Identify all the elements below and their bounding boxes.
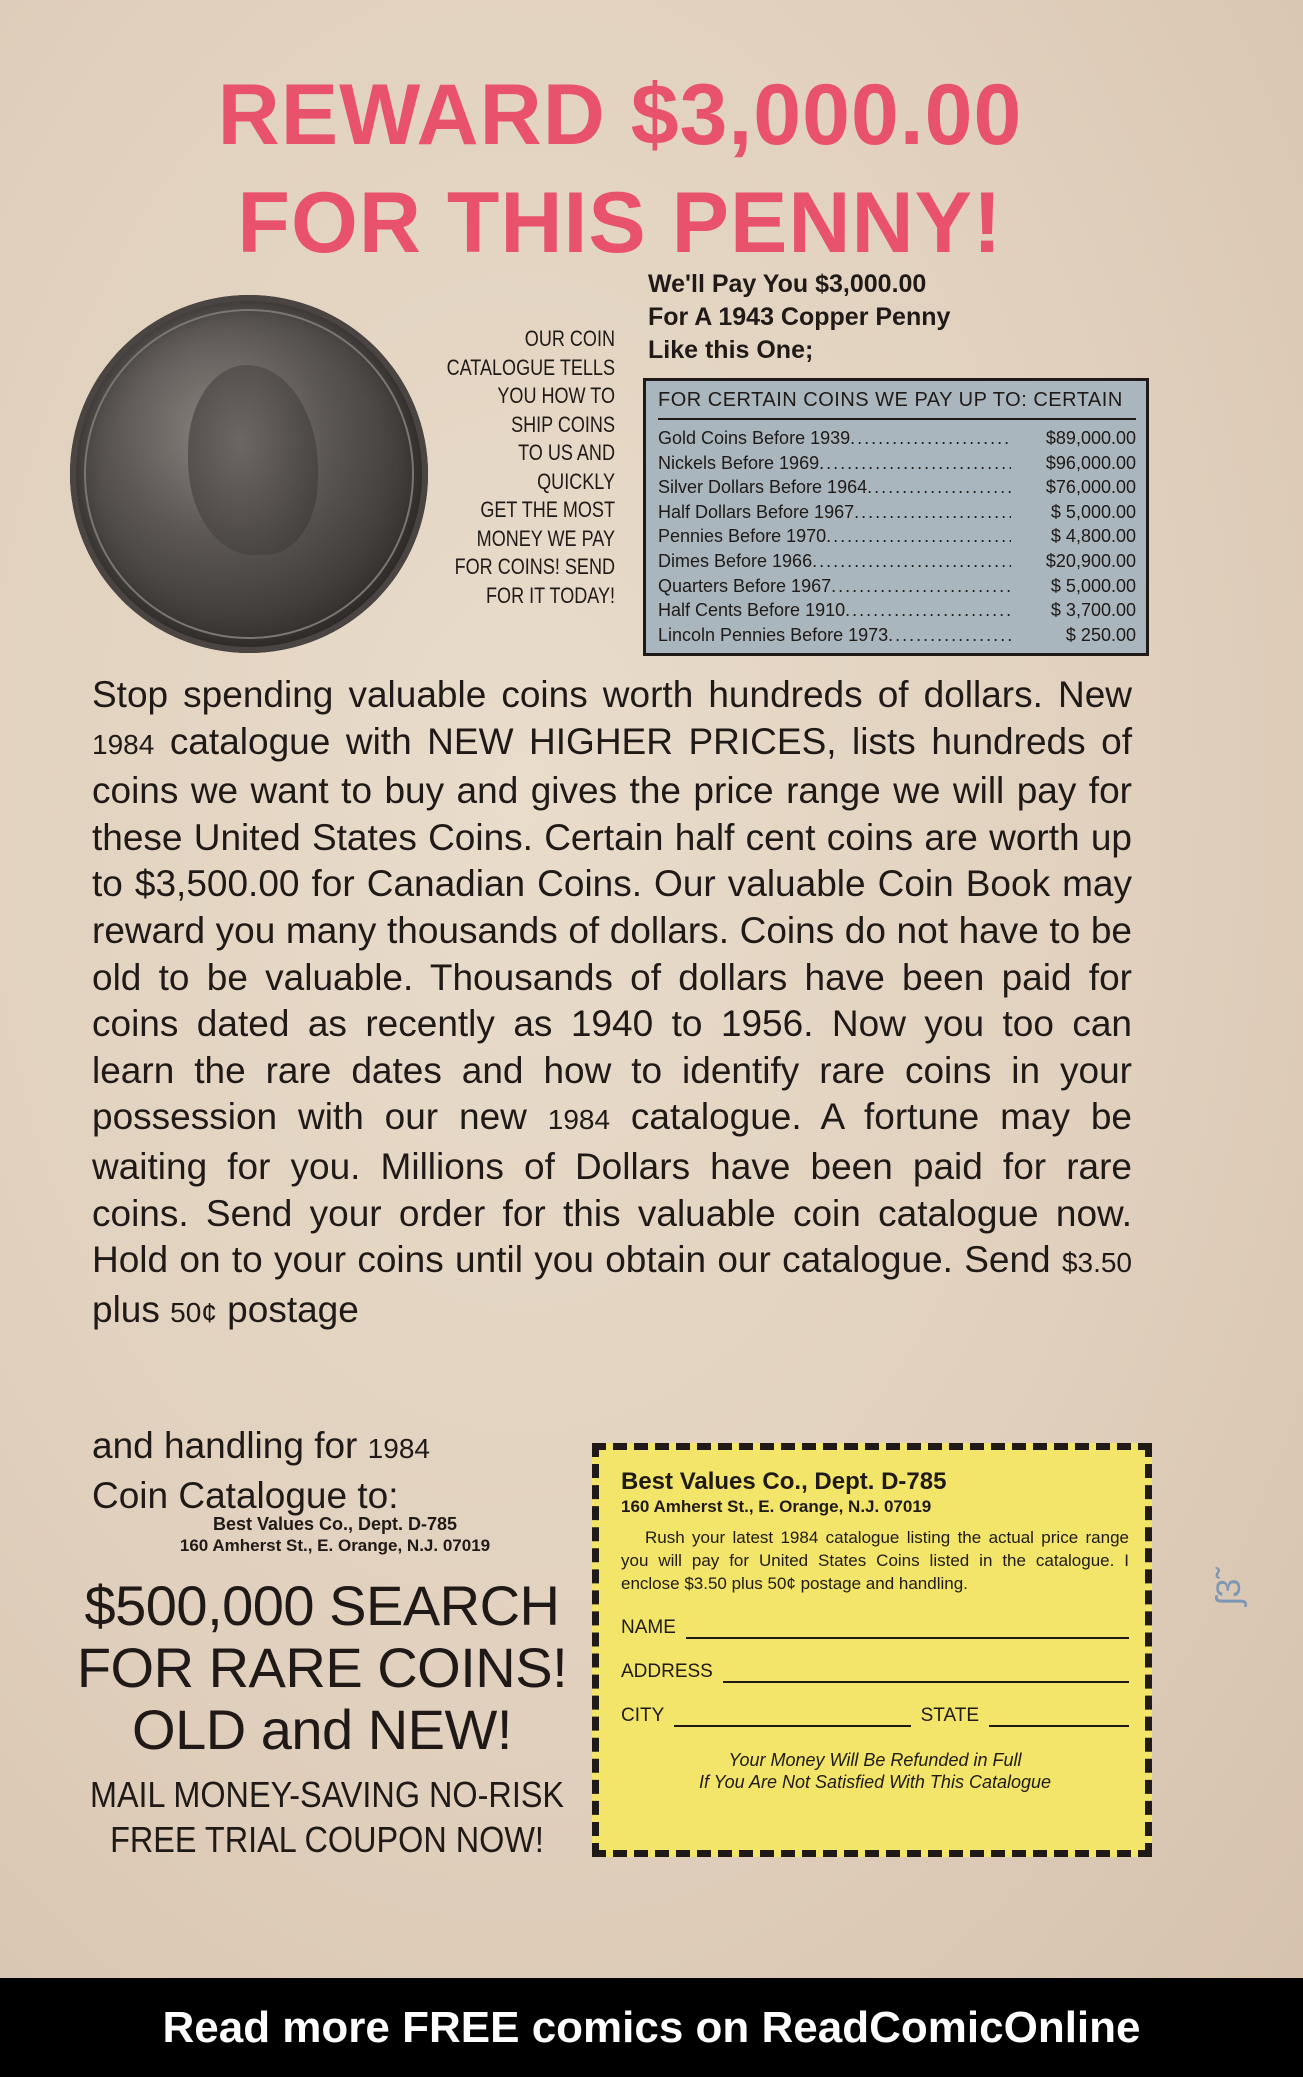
state-label: STATE: [920, 1705, 979, 1726]
body-text-part: catalogue. A fortune may be waiting for you. Millions of Dollars have been paid for rare coins. Send your order for this valuable coin catalogue now. Hold on to your coins until you obtain our catalogue. Send: [92, 1096, 1132, 1281]
coin-price: $20,900.00: [1045, 550, 1136, 571]
pay-line: We'll Pay You $3,000.00: [648, 270, 927, 298]
city-state-field[interactable]: [621, 1705, 1129, 1727]
coin-price: $96,000.00: [1045, 452, 1136, 473]
address-blank[interactable]: [723, 1663, 1129, 1683]
refund-line: Your Money Will Be Refunded in Full: [728, 1750, 1022, 1770]
coin-label: Silver Dollars Before 1964: [658, 477, 868, 498]
coin-price: $ 3,700.00: [1050, 600, 1136, 621]
table-row: [658, 574, 1136, 599]
body-text-part: catalogue with NEW HIGHER PRICES, lists hundreds of coins we want to buy and gives the price range we will pay for these United States Coins. Certain half cent coins are worth up to $3,500.00 for Canadian Coins. Our valuable Coin Book may reward you many thousands of dollars. Coins do not have to be old to be valuable. Thousands of dollars have been paid for coins dated as recently as 1940 to 1956. Now you too can learn the rare dates and how to identify rare coins in your possession with our new: [92, 720, 1133, 1138]
coupon-address: 160 Amherst St., E. Orange, N.J. 07019: [621, 1497, 932, 1516]
body-copy: [92, 672, 1132, 1336]
table-row: [658, 451, 1136, 476]
coin-label: Half Dollars Before 1967: [658, 501, 855, 522]
coin-price-table: [643, 378, 1149, 656]
name-blank[interactable]: [686, 1619, 1129, 1639]
name-label: NAME: [621, 1617, 676, 1638]
table-row: [658, 426, 1136, 451]
table-row: [658, 549, 1136, 574]
order-coupon[interactable]: [592, 1443, 1152, 1857]
price-table-header: FOR CERTAIN COINS WE PAY UP TO: CERTAIN: [658, 389, 1136, 420]
coin-price: $ 4,800.00: [1050, 526, 1136, 547]
coin-price: $ 5,000.00: [1050, 501, 1136, 522]
table-row: [658, 500, 1136, 525]
coin-label: Quarters Before 1967: [658, 575, 832, 596]
catalogue-year: 1984: [547, 1104, 611, 1136]
coin-label: Nickels Before 1969: [658, 452, 820, 473]
coupon-company: Best Values Co., Dept. D-785: [621, 1468, 947, 1495]
blurb-line: FOR IT TODAY!: [486, 582, 615, 608]
state-blank[interactable]: [989, 1707, 1129, 1727]
mail-coupon-callout: [89, 1772, 566, 1862]
pay-line: Like this One;: [648, 336, 814, 364]
catalogue-price: $3.50: [1061, 1247, 1133, 1279]
coin-label: Half Cents Before 1910: [658, 600, 846, 621]
street-address: 160 Amherst St., E. Orange, N.J. 07019: [179, 1536, 491, 1555]
coin-label: Pennies Before 1970: [658, 526, 827, 547]
search-callout: [62, 1575, 582, 1761]
headline-penny: FOR THIS PENNY!: [237, 175, 1003, 271]
city-label: CITY: [621, 1705, 665, 1726]
pay-line: For A 1943 Copper Penny: [648, 303, 951, 331]
mail-line: MAIL MONEY-SAVING NO-RISK: [89, 1774, 565, 1815]
headline-reward: REWARD $3,000.00: [217, 67, 1023, 163]
order-line: Coin Catalogue to:: [92, 1474, 399, 1516]
coupon-message: Rush your latest 1984 catalogue listing the actual price range you will pay for United States Coins listed in the catalogue. I enclose $3.50 plus 50¢ postage and handling.: [621, 1528, 1129, 1593]
mailing-address: [105, 1513, 565, 1557]
company-name: Best Values Co., Dept. D-785: [212, 1514, 458, 1534]
order-line: and handling for: [92, 1425, 358, 1466]
body-text-part: plus: [92, 1288, 160, 1330]
pay-you-statement: [648, 268, 1028, 367]
search-line: FOR RARE COINS!: [76, 1636, 568, 1699]
catalogue-year: 1984: [92, 728, 155, 760]
coin-price: $ 5,000.00: [1050, 575, 1136, 596]
blurb-line: GET THE MOST: [480, 497, 615, 522]
handwritten-mark: ʃ3̃: [1210, 1578, 1248, 1605]
mail-line: FREE TRIAL COUPON NOW!: [110, 1819, 544, 1860]
table-row: [658, 524, 1136, 549]
table-row: [658, 598, 1136, 623]
search-line: OLD and NEW!: [132, 1698, 512, 1761]
penny-coin-image: [70, 295, 428, 653]
name-field[interactable]: [621, 1617, 1129, 1639]
blurb-line: FOR COINS! SEND: [454, 554, 615, 579]
coin-label: Lincoln Pennies Before 1973: [658, 624, 889, 645]
refund-line: If You Are Not Satisfied With This Catalogue: [698, 1772, 1052, 1792]
blurb-line: OUR COIN: [524, 326, 615, 351]
city-blank[interactable]: [674, 1707, 910, 1727]
refund-guarantee: [621, 1749, 1129, 1793]
table-row: [658, 623, 1136, 648]
postage-price: 50¢: [170, 1296, 217, 1328]
search-line: $500,000 SEARCH: [84, 1574, 560, 1637]
coin-catalogue-blurb: [443, 325, 615, 610]
order-instructions: [92, 1423, 572, 1519]
coin-price: $89,000.00: [1045, 428, 1136, 448]
blurb-line: MONEY WE PAY: [476, 525, 615, 551]
coin-label: Dimes Before 1966: [658, 550, 813, 571]
blurb-line: TO US AND: [518, 440, 615, 465]
footer-banner[interactable]: Read more FREE comics on ReadComicOnline: [0, 1978, 1303, 2077]
blurb-line: YOU HOW TO: [497, 383, 615, 408]
address-label: ADDRESS: [621, 1661, 713, 1682]
coin-price: $76,000.00: [1045, 477, 1136, 498]
blurb-line: SHIP COINS: [511, 411, 615, 437]
catalogue-year: 1984: [367, 1433, 430, 1464]
blurb-line: CATALOGUE TELLS: [446, 354, 615, 380]
blurb-line: QUICKLY: [537, 468, 615, 494]
table-row: [658, 475, 1136, 500]
coin-label: Gold Coins Before 1939: [658, 428, 851, 448]
coin-price: $ 250.00: [1065, 624, 1136, 645]
address-field[interactable]: [621, 1661, 1129, 1683]
body-text-part: Stop spending valuable coins worth hundreds of dollars. New: [92, 674, 1132, 715]
body-text-part: postage: [227, 1288, 359, 1330]
